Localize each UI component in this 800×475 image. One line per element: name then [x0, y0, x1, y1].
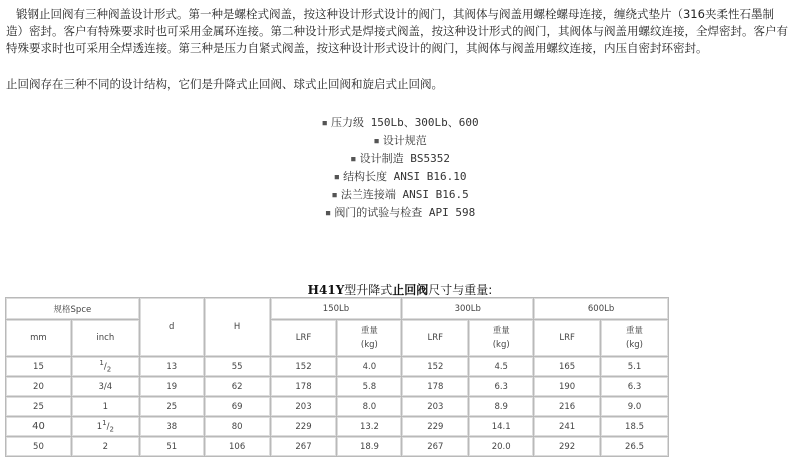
bullet-marker-icon: ▪ [331, 188, 338, 201]
cell-value: 292 [534, 437, 601, 457]
cell-mm: 25 [6, 397, 72, 417]
class-600-header: 600Lb [534, 298, 669, 320]
cell-value: 18.9 [337, 437, 402, 457]
bullet-item: ▪ 结构长度 ANSI B16.10 [333, 170, 467, 183]
dimension-weight-table [5, 297, 669, 457]
spec-header: 规格Spce [6, 298, 140, 320]
cell-inch: 1 [71, 397, 139, 417]
col-inch-header: inch [71, 320, 139, 357]
cell-value: 216 [534, 397, 601, 417]
cell-d: 38 [139, 417, 204, 437]
col-d-header: d [139, 298, 204, 357]
cell-value: 8.9 [469, 397, 534, 417]
cell-h: 62 [204, 377, 270, 397]
cell-value: 190 [534, 377, 601, 397]
cell-value: 5.8 [337, 377, 402, 397]
spec-bullet-list [0, 114, 800, 222]
col-weight-header: 重量 (kg) [601, 320, 669, 357]
cell-value: 26.5 [601, 437, 669, 457]
cell-inch: 3/4 [71, 377, 139, 397]
table-row [6, 417, 669, 437]
bullet-marker-icon: ▪ [373, 134, 380, 147]
cell-h: 55 [204, 357, 270, 377]
bullet-item: ▪ 压力级 150Lb、300Lb、600 [321, 116, 479, 129]
cell-value: 165 [534, 357, 601, 377]
col-weight-header: 重量 (kg) [337, 320, 402, 357]
cell-value: 267 [270, 437, 337, 457]
cell-value: 241 [534, 417, 601, 437]
col-lrf-header: LRF [534, 320, 601, 357]
cell-inch: $1^1/_2$ [71, 417, 139, 437]
col-lrf-header: LRF [270, 320, 337, 357]
intro-paragraph-2: 止回阀存在三种不同的设计结构，它们是升降式止回阀、球式止回阀和旋启式止回阀。 [6, 77, 443, 91]
cell-mm: 15 [6, 357, 72, 377]
cell-value: 229 [270, 417, 337, 437]
table-row [6, 357, 669, 377]
cell-value: 178 [270, 377, 337, 397]
col-h-header: H [204, 298, 270, 357]
cell-d: 51 [139, 437, 204, 457]
bullet-marker-icon: ▪ [321, 116, 328, 129]
bullet-item: ▪ 法兰连接端 ANSI B16.5 [331, 188, 469, 201]
table-row [6, 397, 669, 417]
cell-value: 8.0 [337, 397, 402, 417]
cell-mm: 50 [6, 437, 72, 457]
cell-h: 69 [204, 397, 270, 417]
cell-value: 152 [270, 357, 337, 377]
bullet-item: ▪ 设计制造 BS5352 [350, 152, 450, 165]
cell-inch: $^1/_2$ [71, 357, 139, 377]
cell-d: 25 [139, 397, 204, 417]
class-150-header: 150Lb [270, 298, 402, 320]
class-300-header: 300Lb [402, 298, 534, 320]
cell-mm: 40 [6, 417, 72, 437]
col-weight-header: 重量 (kg) [469, 320, 534, 357]
cell-value: 178 [402, 377, 469, 397]
cell-value: 203 [402, 397, 469, 417]
table-row [6, 377, 669, 397]
table-title: H41Y型升降式止回阀尺寸与重量: [307, 283, 493, 297]
cell-value: 20.0 [469, 437, 534, 457]
col-lrf-header: LRF [402, 320, 469, 357]
cell-value: 6.3 [601, 377, 669, 397]
cell-value: 152 [402, 357, 469, 377]
bullet-marker-icon: ▪ [324, 206, 332, 219]
cell-h: 80 [204, 417, 270, 437]
bullet-item: ▪ 阀门的试验与检查 API 598 [324, 206, 476, 219]
cell-h: 106 [204, 437, 270, 457]
cell-value: 203 [270, 397, 337, 417]
cell-value: 229 [402, 417, 469, 437]
col-mm-header: mm [6, 320, 72, 357]
cell-value: 4.5 [469, 357, 534, 377]
cell-value: 18.5 [601, 417, 669, 437]
cell-value: 4.0 [337, 357, 402, 377]
cell-value: 14.1 [469, 417, 534, 437]
cell-inch: 2 [71, 437, 139, 457]
cell-value: 13.2 [337, 417, 402, 437]
bullet-marker-icon: ▪ [350, 152, 357, 165]
cell-d: 13 [139, 357, 204, 377]
cell-mm: 20 [6, 377, 72, 397]
table-row [6, 437, 669, 457]
intro-paragraph-1: 锻钢止回阀有三种阀盖设计形式。第一种是螺栓式阀盖，按这种设计形式设计的阀门，其阀体与阀盖用螺栓螺母连接，缠绕式垫片（316夹柔性石墨制造）密封。客户有特殊要求时也可采用金属环连接。第二种设计形式是焊接式阀盖，按这种设计形式的阀门，其阀体与阀盖用螺纹连接，全焊密封。客户有特殊要求时也可采用全焊透连接。第三种是压力自紧式阀盖，按这种设计形式设计的阀门，其阀体与阀盖用螺纹连接，内压自密封环密封。 [6, 7, 788, 55]
bullet-item: ▪ 设计规范 [373, 134, 427, 147]
cell-d: 19 [139, 377, 204, 397]
bullet-marker-icon: ▪ [333, 170, 341, 183]
cell-value: 267 [402, 437, 469, 457]
cell-value: 9.0 [601, 397, 669, 417]
cell-value: 5.1 [601, 357, 669, 377]
cell-value: 6.3 [469, 377, 534, 397]
